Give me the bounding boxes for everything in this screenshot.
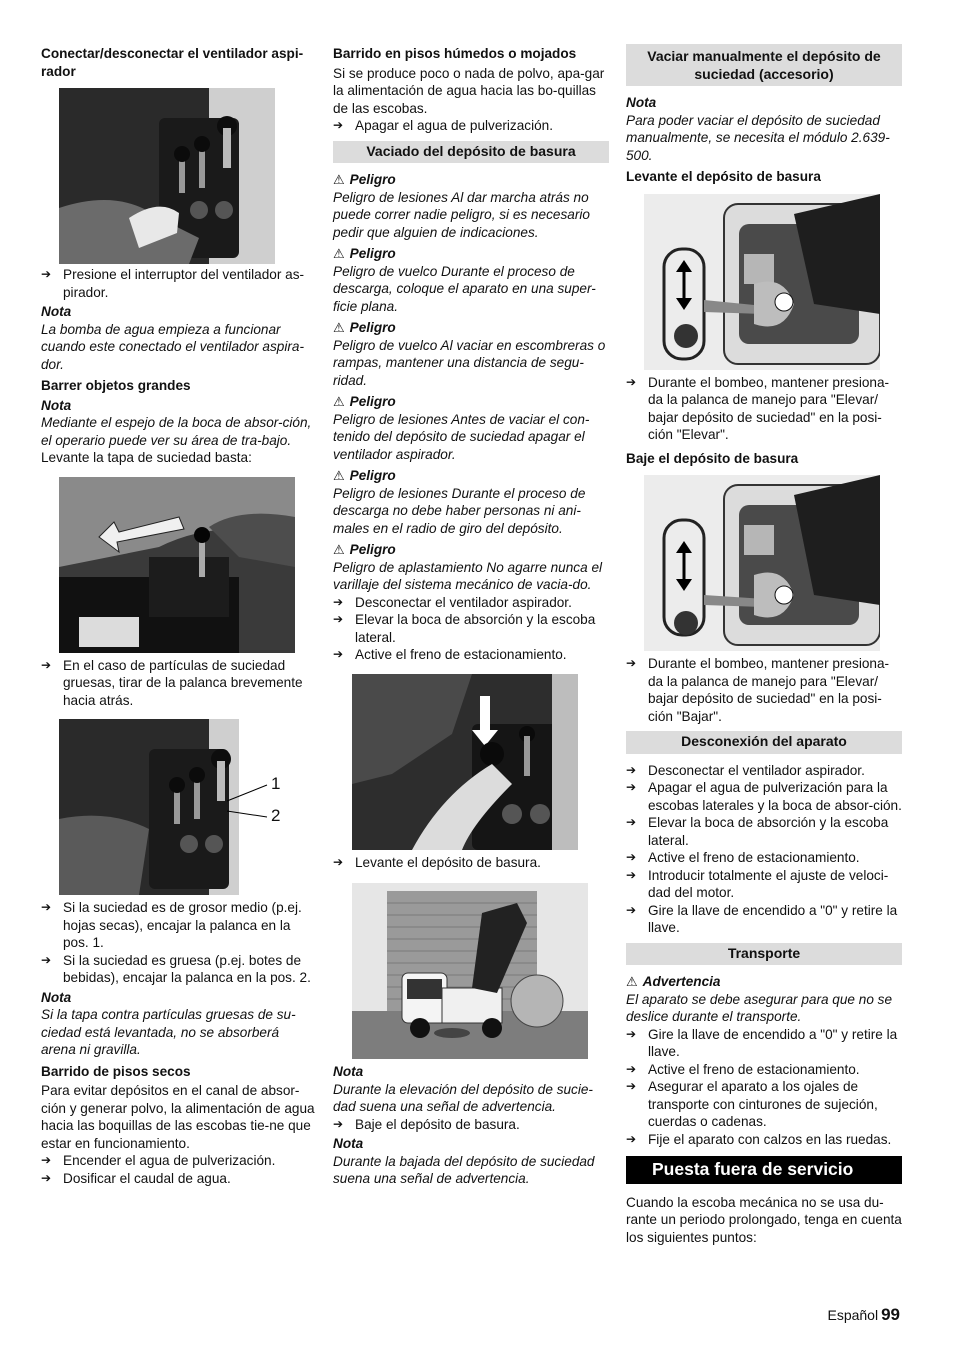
arrow-right-icon: ➔: [333, 854, 344, 869]
list-item: ➔ Elevar la boca de absorción y la escoba lateral.: [333, 612, 596, 645]
list-item: ➔ Apagar el agua de pulverización.: [333, 118, 553, 133]
arrow-right-icon: ➔: [41, 1170, 52, 1185]
photo-lever-positions: [59, 719, 295, 895]
paragraph: Cuando la escoba mecánica no se usa du-rante un periodo prolongado, tenga en cuenta los siguientes puntos:: [626, 1194, 902, 1245]
warning-block: ⚠ Peligro Peligro de vuelco Durante el proceso de descarga, coloque el aparato en una super-ficie plana.: [333, 246, 596, 314]
heading-raise-container: Levante el depósito de basura: [626, 169, 821, 184]
arrow-right-icon: ➔: [626, 867, 637, 882]
warning-triangle-icon: ⚠: [333, 320, 345, 335]
photo-lift-lever: [352, 674, 578, 850]
heading-dry-floors: Barrido de pisos secos: [41, 1063, 191, 1079]
section-title-decommission: Puesta fuera de servicio: [626, 1156, 902, 1184]
note-text: Si la tapa contra partículas gruesas de su-ciedad está levantada, no se absorberá arena ni gravilla.: [41, 1007, 296, 1057]
arrow-right-icon: ➔: [626, 374, 637, 389]
warning-text: El aparato se debe asegurar para que no se deslice durante el transporte.: [626, 991, 893, 1024]
callout-2: 2: [271, 806, 281, 825]
list-item: ➔ Asegurar el aparato a los ojales de transporte con cinturones de sujeción, cuerdas o cadenas.: [626, 1079, 878, 1129]
list-item: ➔ Gire la llave de encendido a "0" y retire la llave.: [626, 1026, 898, 1059]
note-label: Nota: [41, 397, 72, 413]
paragraph: Levante la tapa de suciedad basta:: [41, 450, 252, 465]
heading-lower-container: Baje el depósito de basura: [626, 450, 799, 466]
section-bar-manual-emptying: Vaciar manualmente el depósito de suciedad (accesorio): [626, 44, 902, 86]
note-label: Nota: [333, 1064, 364, 1079]
warning-triangle-icon: ⚠: [333, 246, 345, 261]
column-right: [626, 44, 902, 1246]
warning-triangle-icon: ⚠: [333, 468, 345, 483]
list-item: ➔ Active el freno de estacionamiento.: [626, 850, 860, 865]
note-label: Nota: [626, 95, 657, 110]
arrow-right-icon: ➔: [333, 118, 344, 132]
column-left: [41, 44, 317, 1187]
arrow-right-icon: ➔: [333, 647, 344, 661]
list-item: ➔ Baje el depósito de basura.: [333, 1116, 520, 1132]
heading-large-objects: Barrer objetos grandes: [41, 378, 191, 393]
photo-sweeper-machine: [352, 883, 588, 1059]
paragraph: Para evitar depósitos en el canal de absor-ción y generar polvo, la alimentación de agua hacia las boquillas de las escobas tie-ne que estar en funcionamiento.: [41, 1083, 315, 1151]
list-item: ➔ Desconectar el ventilador aspirador.: [333, 594, 572, 610]
arrow-right-icon: ➔: [333, 594, 344, 609]
warning-triangle-icon: ⚠: [333, 394, 345, 409]
arrow-right-icon: ➔: [626, 1026, 637, 1041]
heading-fan-toggle: Conectar/desconectar el ventilador aspi-rador: [41, 46, 304, 79]
arrow-right-icon: ➔: [41, 657, 52, 672]
note-text: Durante la bajada del depósito de suciedad suena una señal de advertencia.: [333, 1153, 595, 1186]
warning-triangle-icon: ⚠: [333, 172, 345, 187]
list-item: ➔ Si la suciedad es gruesa (p.ej. botes de bebidas), encajar la palanca en la pos. 2.: [41, 952, 311, 985]
callout-1: 1: [271, 774, 281, 793]
list-item: ➔ Levante el depósito de basura.: [333, 854, 541, 870]
list-item: ➔ Durante el bombeo, mantener presiona-da la palanca de manejo para "Elevar/ bajar depósito de suciedad" en la posi-ción "Bajar".: [626, 656, 890, 724]
list-item: ➔ Fije el aparato con calzos en las ruedas.: [626, 1131, 892, 1147]
paragraph: Si se produce poco o nada de polvo, apa-gar la alimentación de agua hacia las bo-quillas de las escobas.: [333, 65, 605, 116]
photo-fan-switch: [59, 88, 275, 264]
warning-block: ⚠ Peligro Peligro de vuelco Al vaciar en escombreras o rampas, mantener una distancia de segu-ridad.: [333, 320, 606, 388]
arrow-right-icon: ➔: [333, 612, 344, 626]
arrow-right-icon: ➔: [41, 900, 52, 914]
list-item: ➔ Encender el agua de pulverización.: [41, 1153, 276, 1168]
arrow-right-icon: ➔: [626, 1131, 637, 1146]
arrow-right-icon: ➔: [626, 1079, 637, 1093]
warning-block: ⚠ Peligro Peligro de lesiones Antes de vaciar el con-tenido del depósito de suciedad apagar el ventilador aspirador.: [333, 394, 590, 462]
list-item: ➔ Active el freno de estacionamiento.: [626, 1061, 860, 1077]
arrow-right-icon: ➔: [626, 850, 637, 864]
note-text: Para poder vaciar el depósito de suciedad manualmente, se necesita el módulo 2.639-500.: [626, 112, 890, 163]
list-item: ➔ Desconectar el ventilador aspirador.: [626, 762, 865, 778]
arrow-right-icon: ➔: [626, 1061, 637, 1076]
column-middle: [333, 44, 609, 1188]
footer-language: Español: [827, 1307, 879, 1323]
list-item: ➔ Introducir totalmente el ajuste de veloci-dad del motor.: [626, 867, 889, 900]
arrow-right-icon: ➔: [41, 952, 52, 967]
warning-triangle-icon: ⚠: [626, 974, 638, 989]
note-text: Durante la elevación del depósito de sucie-dad suena una señal de advertencia.: [333, 1081, 593, 1114]
page-number: 99: [881, 1305, 900, 1324]
photo-raise-pump: [644, 194, 880, 370]
section-bar-shutdown: Desconexión del aparato: [626, 731, 902, 754]
warning-block: ⚠ Peligro Peligro de lesiones Durante el proceso de descarga no debe haber personas ni ani-males en el radio de giro del depósito.: [333, 468, 586, 536]
warning-label: ⚠ Advertencia: [626, 974, 721, 989]
list-item: ➔ En el caso de partículas de suciedad gruesas, tirar de la palanca brevemente hacia atrás.: [41, 657, 303, 708]
arrow-right-icon: ➔: [626, 815, 637, 829]
warning-block: ⚠ Peligro Peligro de aplastamiento No agarre nunca el varillaje del sistema mecánico de vacia-do.: [333, 542, 603, 592]
heading-wet-floors: Barrido en pisos húmedos o mojados: [333, 46, 577, 61]
list-item: ➔ Presione el interruptor del ventilador as-pirador.: [41, 267, 305, 300]
list-item: ➔ Active el freno de estacionamiento.: [333, 647, 567, 662]
arrow-right-icon: ➔: [626, 656, 637, 670]
arrow-right-icon: ➔: [626, 780, 637, 794]
arrow-right-icon: ➔: [626, 902, 637, 917]
section-bar-transport: Transporte: [626, 943, 902, 966]
note-label: Nota: [41, 304, 72, 319]
note-text: Mediante el espejo de la boca de absor-ción, el operario puede ver su área de tra-bajo.: [41, 415, 312, 448]
list-item: ➔ Si la suciedad es de grosor medio (p.ej. hojas secas), encajar la palanca en la pos. 1.: [41, 900, 302, 950]
section-bar-emptying: Vaciado del depósito de basura: [333, 141, 609, 164]
note-label: Nota: [333, 1136, 364, 1151]
warning-block: ⚠ Peligro Peligro de lesiones Al dar marcha atrás no puede correr nadie peligro, si es necesario pedir que alguien de indicaciones.: [333, 172, 590, 240]
arrow-right-icon: ➔: [333, 1116, 344, 1131]
list-item: ➔ Apagar el agua de pulverización para la escobas laterales y la boca de absor-ción.: [626, 780, 902, 813]
arrow-right-icon: ➔: [41, 1153, 52, 1167]
list-item: ➔ Durante el bombeo, mantener presiona-da la palanca de manejo para "Elevar/ bajar depósito de suciedad" en la posi-ción "Elevar".: [626, 374, 890, 442]
arrow-right-icon: ➔: [626, 762, 637, 777]
photo-lever-pull: [59, 477, 295, 653]
page-footer: [827, 1306, 900, 1325]
note-label: Nota: [41, 989, 72, 1005]
photo-lower-pump: [644, 475, 880, 651]
note-text: La bomba de agua empieza a funcionar cuando este conectado el ventilador aspira-dor.: [41, 321, 304, 372]
list-item: ➔ Dosificar el caudal de agua.: [41, 1170, 231, 1186]
warning-triangle-icon: ⚠: [333, 542, 345, 557]
arrow-right-icon: ➔: [41, 267, 52, 281]
list-item: ➔ Elevar la boca de absorción y la escoba lateral.: [626, 815, 889, 848]
list-item: ➔ Gire la llave de encendido a "0" y retire la llave.: [626, 902, 898, 935]
